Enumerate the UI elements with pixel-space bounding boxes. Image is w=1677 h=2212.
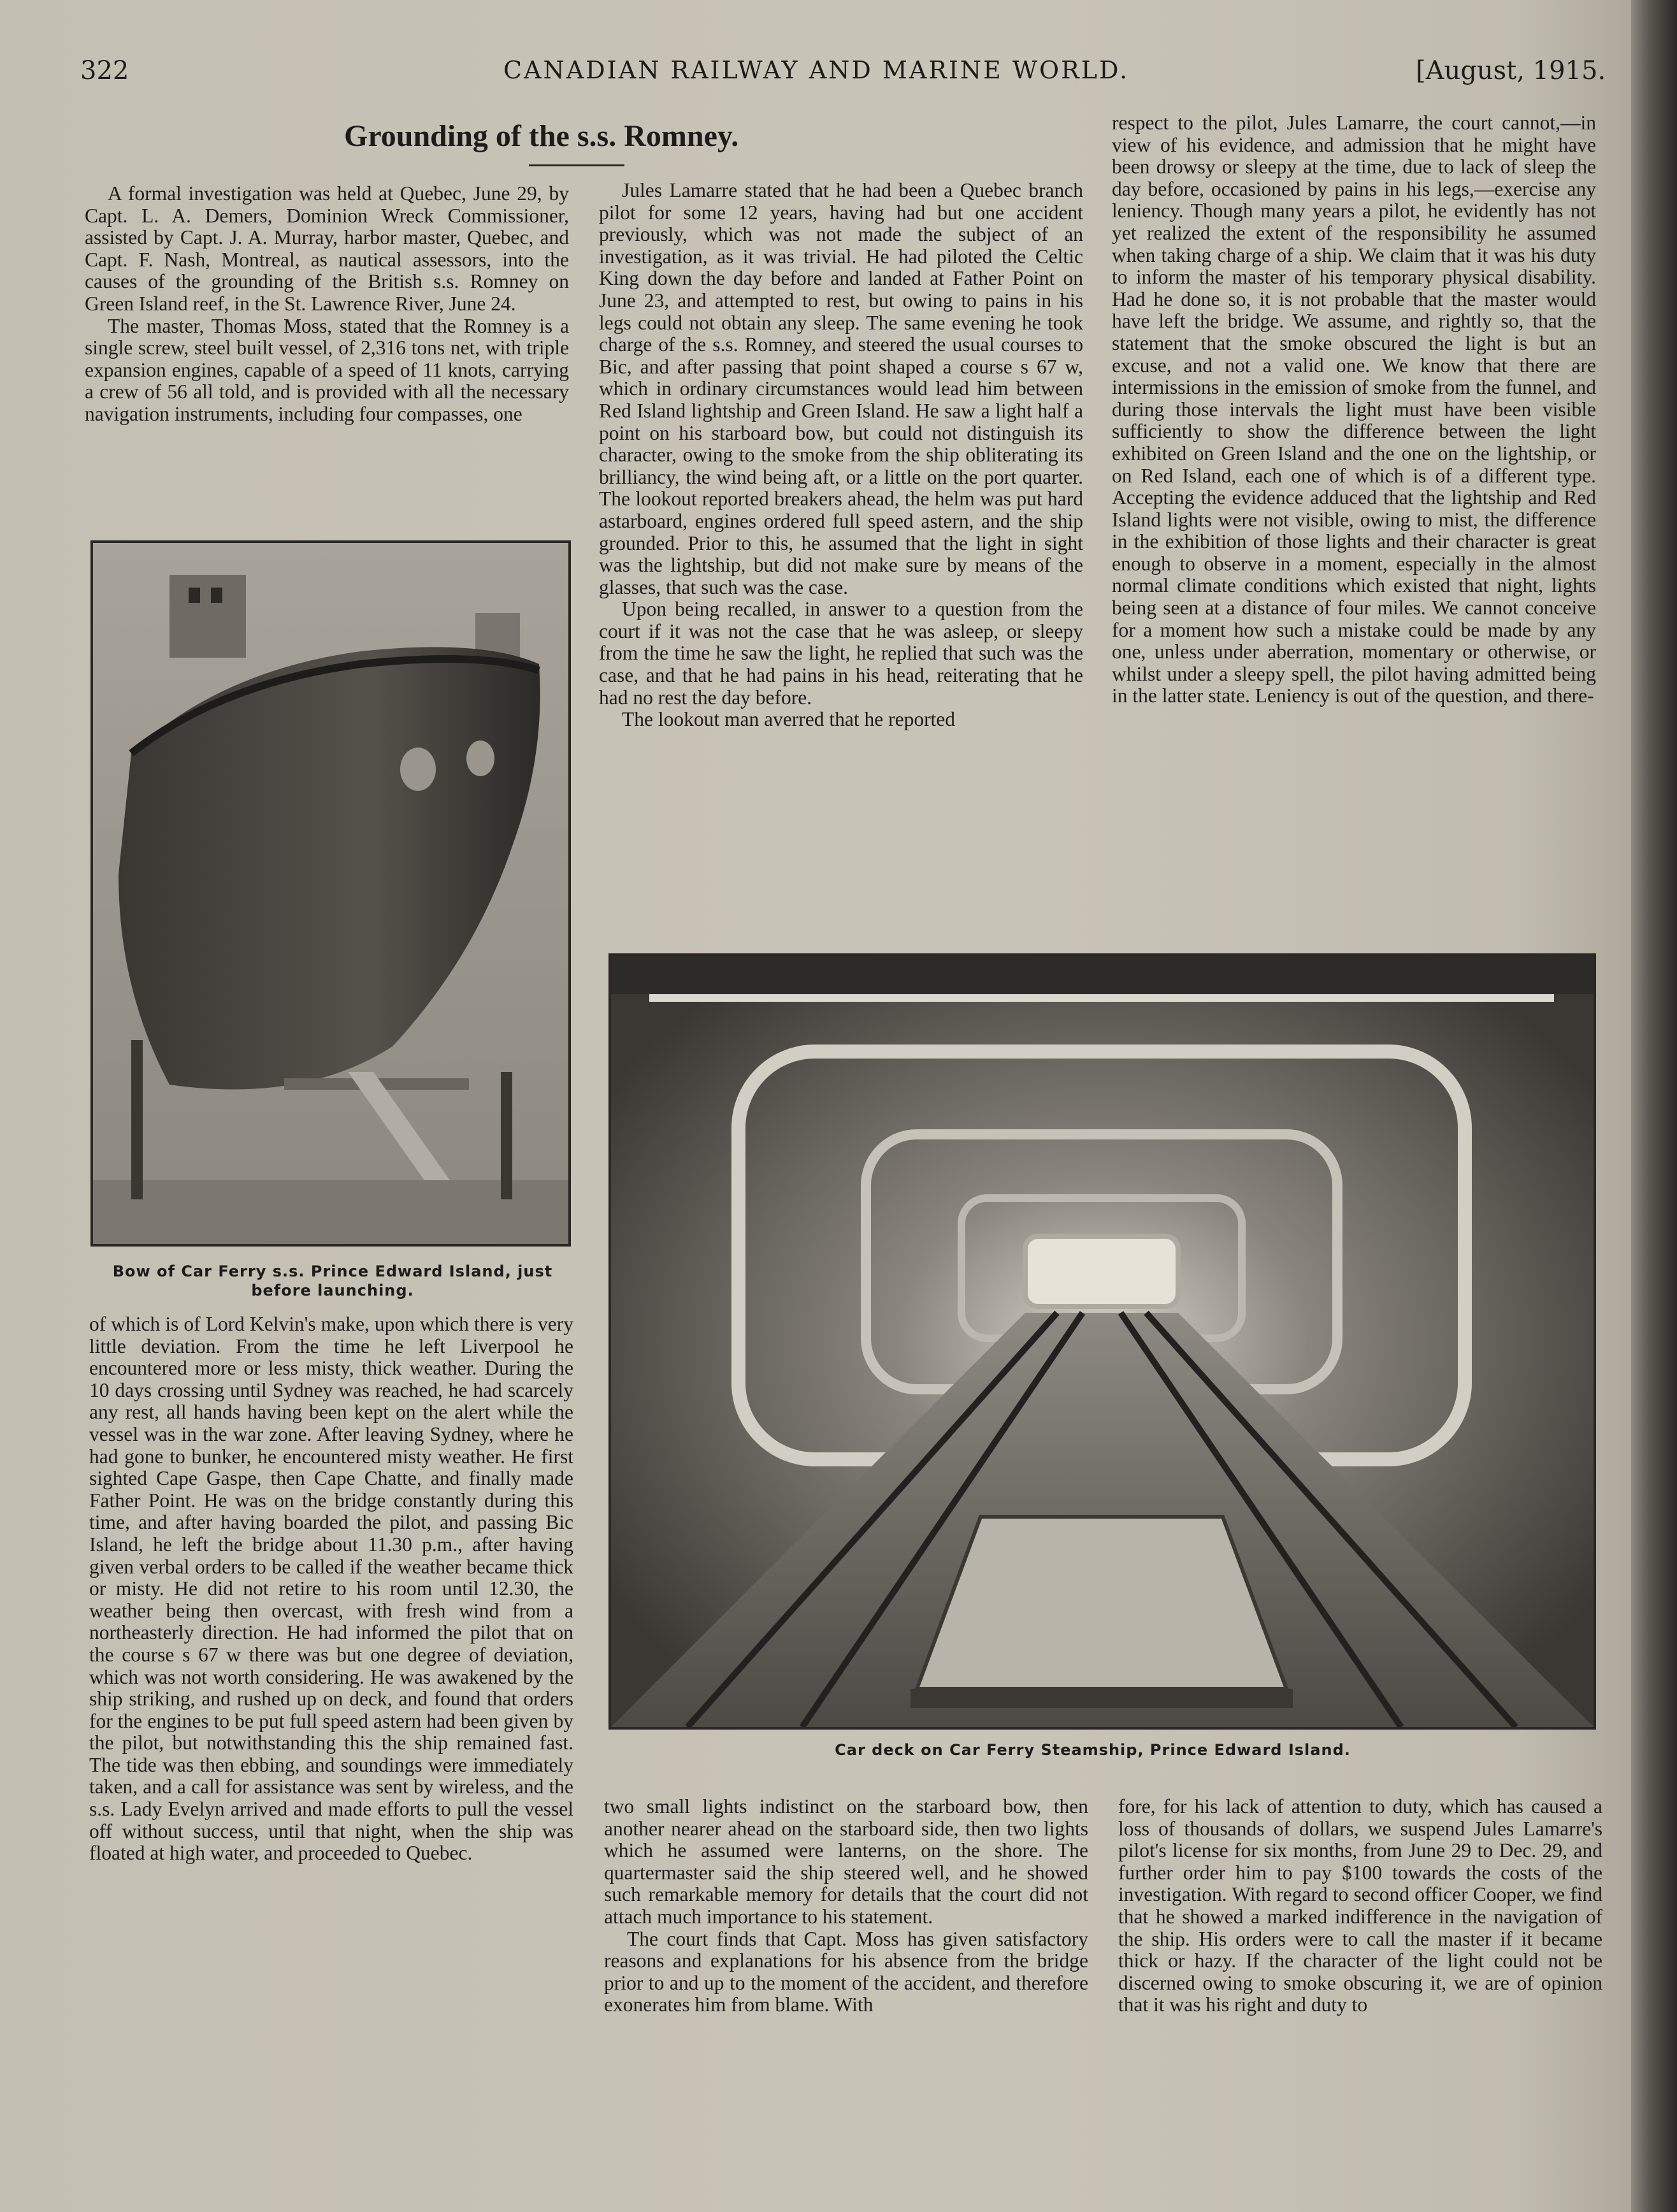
column-2-bottom bbox=[604, 1796, 1088, 2016]
figure-1-caption: Bow of Car Ferry s.s. Prince Edward Island, just before launching. bbox=[112, 1262, 553, 1299]
paragraph: two small lights indistinct on the starboard bow, then another nearer ahead on the starboard side, then two lights which he assumed were lanterns, on the shore. The quartermaster said the ship steered well, and he showed such remarkable memory for details that the court did not attach much importance to his statement. bbox=[604, 1795, 1088, 1928]
paragraph: The lookout man averred that he reported bbox=[622, 708, 956, 731]
paragraph: The court finds that Capt. Moss has given satisfactory reasons and explanations for his absence from the bridge prior to and up to the moment of the accident, and therefore exonerates him from blame. With bbox=[604, 1927, 1088, 2016]
paragraph: Jules Lamarre stated that he had been a Quebec branch pilot for some 12 years, having had but one accident previously, which was not made the subject of an investigation, as it was trivial. He had piloted the Celtic King down the day before and landed at Father Point on June 23, and attempted to rest, but owing to pains in his legs could not obtain any sleep. The same evening he took charge of the s.s. Romney, and steered the usual courses to Bic, and after passing that point shaped a course s 67 w, which in ordinary circumstances would lead him between Red Island lightship and Green Island. He saw a light half a point on his starboard bow, but could not distinguish its character, owing to the smoke from the ship obliterating its brilliancy, the wind being aft, or a little on the port quarter. The lookout reported breakers ahead, the helm was put hard astarboard, engines ordered full speed astern, and the ship grounded. Prior to this, he assumed that the light in sight was the lightship, but did not make sure by means of the glasses, that such was the case. bbox=[599, 179, 1083, 598]
article-title: Grounding of the s.s. Romney. bbox=[344, 119, 739, 153]
column-1-bottom bbox=[89, 1313, 573, 1865]
car-deck-photo bbox=[608, 953, 1596, 1730]
page-header bbox=[0, 56, 1631, 94]
title-rule bbox=[529, 164, 624, 166]
paragraph: A formal investigation was held at Quebec, June 29, by Capt. L. A. Demers, Dominion Wreck Commissioner, assisted by Capt. J. A. Murray, harbor master, Quebec, and Capt. F. Nash, Montreal, as nautical assessors, into the causes of the grounding of the British s.s. Romney on Green Island reef, in the St. Lawrence River, June 24. bbox=[85, 182, 569, 315]
paragraph: Upon being recalled, in answer to a question from the court if it was not the case that he was asleep, or sleepy from the time he saw the light, he replied that such was the case, and that he had pains in his head, reiterating that he had no rest the day before. bbox=[599, 598, 1083, 709]
column-2-top bbox=[599, 180, 1083, 731]
running-title: CANADIAN RAILWAY AND MARINE WORLD. bbox=[503, 56, 1130, 84]
column-1-top bbox=[85, 183, 569, 426]
column-3-bottom bbox=[1118, 1796, 1602, 2016]
ship-bow-photo bbox=[90, 540, 571, 1247]
figure-2-caption: Car deck on Car Ferry Steamship, Prince Edward Island. bbox=[835, 1741, 1351, 1759]
issue-date: [August, 1915. bbox=[1416, 56, 1606, 85]
column-3-top bbox=[1112, 112, 1596, 707]
paragraph: The master, Thomas Moss, stated that the Romney is a single screw, steel built vessel, of 2,316 tons net, with triple expansion engines, capable of a speed of 11 knots, carrying a crew of 56 all told, and is provided with all the necessary navigation instruments, including four compasses, one bbox=[85, 314, 569, 425]
page-number: 322 bbox=[80, 56, 129, 85]
binding-gutter bbox=[1631, 0, 1677, 2212]
paragraph: of which is of Lord Kelvin's make, upon which there is very little deviation. From the time he left Liverpool he encountered more or less misty, thick weather. During the 10 days crossing until Sydney was reached, he had scarcely any rest, all hands having been kept on the alert while the vessel was in the war zone. After leaving Sydney, where he had gone to bunker, he encountered misty weather. He first sighted Cape Gaspe, then Cape Chatte, and finally made Father Point. He was on the bridge constantly during this time, and after having boarded the pilot, and passing Bic Island, he left the bridge about 11.30 p.m., after having given verbal orders to be called if the weather became thick or misty. He did not retire to his room until 12.30, the weather being then overcast, with fresh wind from a northeasterly direction. He had informed the pilot that on the course s 67 w there was but one degree of deviation, which was not worth considering. He was awakened by the ship striking, and rushed up on deck, and found that orders for the engines to be put full speed astern had been given by the pilot, but notwithstanding this the ship remained fast. The tide was then ebbing, and soundings were immediately taken, and a call for assistance was sent by wireless, and the s.s. Lady Evelyn arrived and made efforts to pull the vessel off without success, until that night, when the ship was floated at high water, and proceeded to Quebec. bbox=[89, 1313, 573, 1865]
paragraph: fore, for his lack of attention to duty, which has caused a loss of thousands of dollars, we suspend Jules Lamarre's pilot's license for six months, from June 29 to Dec. 29, and further order him to pay $100 towards the costs of the investigation. With regard to second officer Cooper, we find that he showed a marked indifference in the navigation of the ship. His orders were to call the master if it became thick or hazy. If the character of the light could not be discerned owing to smoke obscuring it, we are of opinion that it was his right and duty to bbox=[1118, 1795, 1602, 2016]
paragraph: respect to the pilot, Jules Lamarre, the court cannot,—in view of his evidence, and admission that he might have been drowsy or sleepy at the time, due to lack of sleep the day before, occasioned by pains in his legs,—exercise any leniency. Though many years a pilot, he evidently has not yet realized the extent of the responsibility he assumed when taking charge of a ship. We claim that it was his duty to inform the master of his temporary physical disability. Had he done so, it is not probable that the master would have left the bridge. We assume, and rightly so, that the statement that the smoke obscured the light is but an excuse, and not a valid one. We know that there are intermissions in the emission of smoke from the funnel, and during those intervals the light must have been visible sufficiently to show the difference between the light exhibited on Green Island and the one on the lightship, or on Red Island, each one of which is of a different type. Accepting the evidence adduced that the lightship and Red Island lights were not visible, owing to mist, the difference in the exhibition of those lights and their character is great enough to observe in a moment, especially in the almost normal climate conditions which existed that night, lights being seen at a distance of four miles. We cannot conceive for a moment how such a mistake could be made by any one, unless under aberration, momentary or otherwise, or whilst under a sleepy spell, the pilot having admitted being in the latter state. Leniency is out of the question, and there- bbox=[1112, 112, 1596, 707]
